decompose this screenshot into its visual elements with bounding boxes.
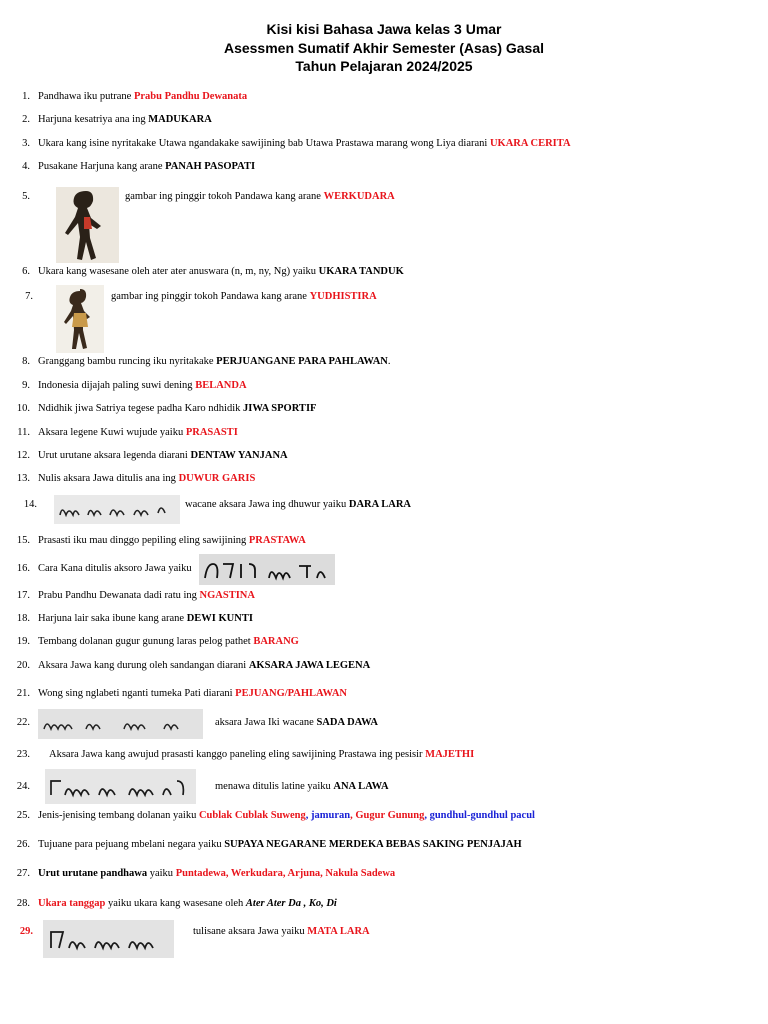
answer: BARANG (253, 636, 299, 647)
answer: PANAH PASOPATI (165, 161, 256, 172)
answer: DENTAW YANJANA (190, 450, 288, 461)
answer: jamuran (311, 810, 351, 821)
answer: UKARA CERITA (489, 138, 571, 149)
aksara-jawa-image (38, 709, 203, 739)
answer: BELANDA (195, 380, 247, 391)
answer: YUDHISTIRA (309, 291, 377, 302)
answer: Gugur Gunung (355, 810, 425, 821)
doc-title: Kisi kisi Bahasa Jawa kelas 3 Umar (266, 21, 502, 37)
answer: NGASTINA (199, 590, 255, 601)
answer: JIWA SPORTIF (243, 403, 317, 414)
answer: DUWUR GARIS (178, 473, 256, 484)
answer: SADA DAWA (316, 717, 379, 728)
answer: SUPAYA NEGARANE MERDEKA BEBAS SAKING PENJAJAH (224, 839, 522, 850)
answer: Ukara tanggap (38, 898, 106, 909)
answer: PRASASTI (185, 427, 238, 438)
answer: PERJUANGANE PARA PAHLAWAN (216, 356, 388, 367)
aksara-jawa-image (54, 495, 180, 524)
answer: PEJUANG/PAHLAWAN (235, 688, 347, 699)
doc-subtitle: Asessmen Sumatif Akhir Semester (Asas) Gasal (223, 40, 545, 56)
answer: DEWI KUNTI (186, 613, 253, 624)
answer: PRASTAWA (248, 535, 306, 546)
answer: gundhul-gundhul pacul (429, 810, 535, 821)
answer: Prabu Pandhu Dewanata (133, 91, 248, 102)
answer: ANA LAWA (333, 781, 389, 792)
answer: Cublak Cublak Suweng (198, 810, 306, 821)
answer: UKARA TANDUK (318, 266, 404, 277)
aksara-jawa-image (45, 769, 196, 804)
answer: WERKUDARA (323, 191, 395, 202)
doc-year: Tahun Pelajaran 2024/2025 (295, 58, 473, 74)
answer: DARA LARA (348, 499, 411, 510)
answer: MADUKARA (148, 114, 212, 125)
answer: MATA LARA (307, 926, 370, 937)
aksara-jawa-image (43, 920, 174, 958)
aksara-jawa-image (199, 554, 335, 585)
answer: MAJETHI (425, 749, 475, 760)
answer: Puntadewa, Werkudara, Arjuna, Nakula Sadewa (175, 868, 396, 879)
yudhistira-wayang-image (56, 285, 104, 353)
werkudara-wayang-image (56, 187, 119, 263)
answer: AKSARA JAWA LEGENA (248, 660, 371, 671)
